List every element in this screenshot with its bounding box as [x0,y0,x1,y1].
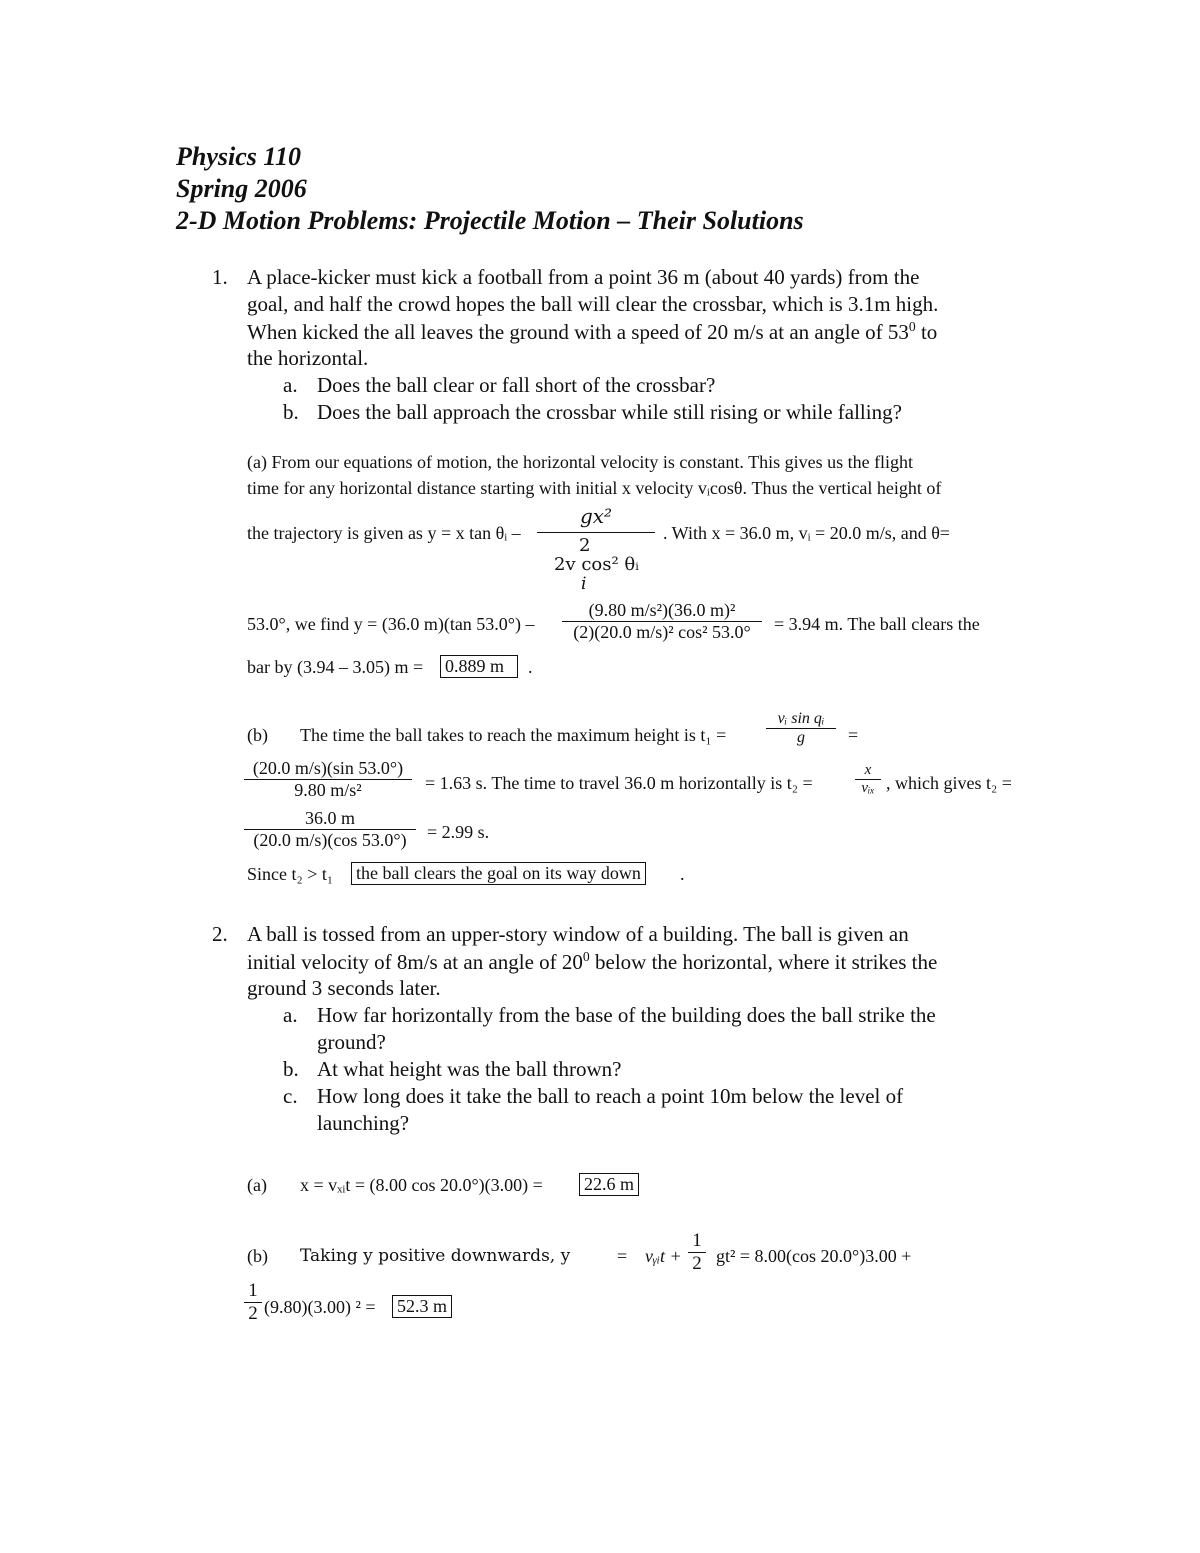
part-text: Does the ball clear or fall short of the crossbar? [317,373,716,397]
fraction-numerator: 36.0 m [244,808,416,830]
solution-text: (a) From our equations of motion, the horizontal velocity is constant. This gives us the flight [247,452,914,472]
solution-text: = 3.94 m. The ball clears the [774,614,980,634]
fraction [244,1280,262,1325]
solution-label: (b) [247,1246,268,1266]
solution-text: , which gives t₂ = [886,773,1012,793]
page-title: 2-D Motion Problems: Projectile Motion – Their Solutions [176,206,804,235]
part-text: How long does it take the ball to reach a point 10m below the level of [317,1084,904,1108]
fraction-denominator: 2 [692,1253,702,1274]
fraction [855,762,881,797]
solution-text: 53.0°, we find y = (36.0 m)(tan 53.0°) – [247,614,535,634]
part-text: Does the ball approach the crossbar while still rising or while falling? [317,400,902,424]
answer-box: 22.6 m [579,1173,639,1196]
course-title: Physics 110 [176,142,301,171]
fraction-denominator-subscript: i [581,574,587,594]
part-text: launching? [317,1111,410,1135]
part-text: ground? [317,1030,386,1054]
fraction-denominator: (2)(20.0 m/s)² cos² 53.0° [573,622,751,642]
answer-box: 0.889 m [440,655,518,678]
problem-text-line: ground 3 seconds later. [247,976,441,1000]
fraction [244,808,416,851]
problem-text-line: the horizontal. [247,346,369,370]
answer-box: the ball clears the goal on its way down [351,862,646,885]
part-label: c. [283,1084,298,1108]
fraction [766,710,836,747]
fraction-numerator: x [855,762,881,780]
part-label: a. [283,373,298,397]
solution-equation: vᵧᵢt + [645,1246,682,1266]
solution-equation: (9.80)(3.00) ² = [264,1297,376,1317]
fraction-numerator: vᵢ sin qᵢ [766,710,836,729]
problem-number: 2. [212,922,228,946]
problem-text-line: initial velocity of 8m/s at an angle of $20^0$ below the horizontal, where it strikes the [247,949,938,974]
fraction-numerator: (9.80 m/s²)(36.0 m)² [562,600,762,622]
part-text: How far horizontally from the base of the building does the ball strike the [317,1003,936,1027]
solution-text: Taking y positive downwards, y [300,1246,571,1266]
solution-text: bar by (3.94 – 3.05) m = [247,657,424,677]
solution-text: = 1.63 s. The time to travel 36.0 m horizontally is t₂ = [425,773,813,793]
fraction-bar [537,532,655,533]
part-label: b. [283,1057,299,1081]
fraction-denominator: 2v cos² θᵢ [554,554,639,575]
solution-text: = [848,725,859,745]
solution-label: (b) [247,725,268,745]
solution-text: . With x = 36.0 m, vᵢ = 20.0 m/s, and θ= [663,523,950,543]
problem-text-line: goal, and half the crowd hopes the ball will clear the crossbar, which is 3.1m high. [247,292,939,316]
fraction-numerator: gx² [579,504,613,528]
solution-text: time for any horizontal distance starting with initial x velocity vᵢcosθ. Thus the vertical height of [247,478,942,498]
part-label: b. [283,400,299,424]
solution-label: (a) [247,1175,267,1195]
fraction-denominator: g [797,729,805,746]
solution-equation: = [617,1246,628,1266]
fraction-denominator: 2 [248,1303,258,1324]
solution-text: . [528,657,533,677]
solution-equation: gt² = 8.00(cos 20.0°)3.00 + [716,1246,912,1266]
solution-text: the trajectory is given as y = x tan θᵢ – [247,523,521,543]
fraction [562,600,762,643]
solution-equation: x = vₓᵢt = (8.00 cos 20.0°)(3.00) = [300,1175,543,1195]
fraction-numerator: 1 [688,1230,706,1253]
fraction-denominator: vᵢₓ [861,780,875,796]
solution-text: . [680,864,685,884]
fraction [244,758,412,801]
fraction-denominator-exponent: 2 [579,535,591,556]
fraction-denominator: (20.0 m/s)(cos 53.0°) [253,830,407,850]
part-text: At what height was the ball thrown? [317,1057,622,1081]
problem-number: 1. [212,265,228,289]
problem-text-line: A place-kicker must kick a football from a point 36 m (about 40 yards) from the [247,265,920,289]
fraction-numerator: (20.0 m/s)(sin 53.0°) [244,758,412,780]
problem-text-line: A ball is tossed from an upper-story window of a building. The ball is given an [247,922,909,946]
solution-text: = 2.99 s. [427,822,490,842]
problem-text-line: When kicked the all leaves the ground with a speed of 20 m/s at an angle of $53^0$ to [247,319,938,344]
fraction-denominator: 9.80 m/s² [294,780,362,800]
fraction [688,1230,706,1275]
solution-text: The time the ball takes to reach the maximum height is t₁ = [300,725,727,745]
part-label: a. [283,1003,298,1027]
answer-box: 52.3 m [392,1295,452,1318]
solution-text: Since t₂ > t₁ [247,864,334,884]
term: Spring 2006 [176,174,307,203]
fraction-numerator: 1 [244,1280,262,1303]
